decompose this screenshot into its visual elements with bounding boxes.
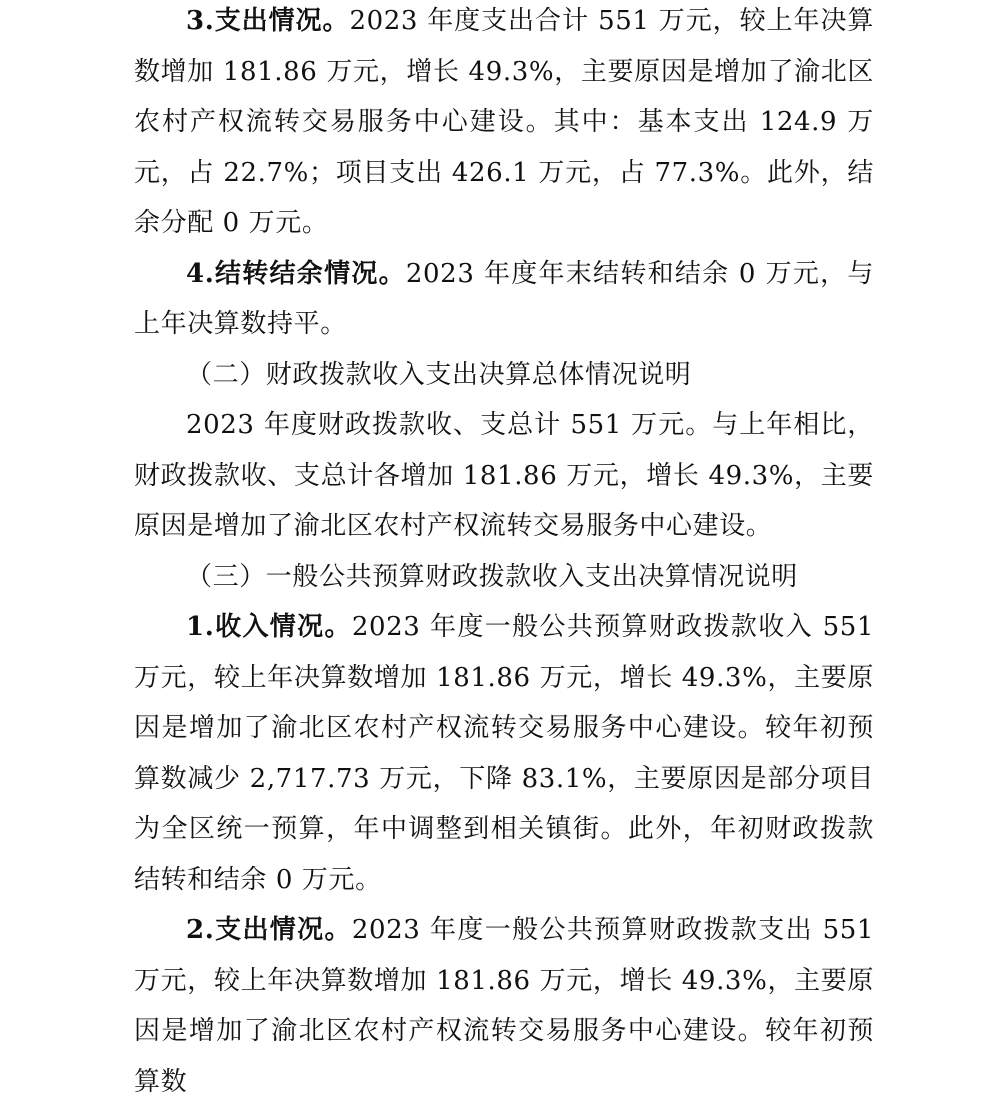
paragraph-expenditure: [134, 0, 874, 249]
paragraph-lead: 1.收入情况。: [186, 612, 352, 642]
paragraph-text: 2023 年度一般公共预算财政拨款收入 551 万元，较上年决算数增加 181.86 万元，增长 49.3%，主要原因是增加了渝北区农村产权流转交易服务中心建设。较年初预算数减少 2,717.73 万元，下降 83.1%，主要原因是部分项目为全区统一预算，年中调整到相关镇街。此外，年初财政拨款结转和结余 0 万元。: [134, 612, 875, 895]
paragraph-text: 2023 年度一般公共预算财政拨款支出 551 万元，较上年决算数增加 181.86 万元，增长 49.3%，主要原因是增加了渝北区农村产权流转交易服务中心建设。较年初预算数: [134, 915, 875, 1097]
paragraph-text: 2023 年度年末结转和结余 0 万元，与上年决算数持平。: [134, 258, 875, 339]
section-heading-fiscal-overall: （二）财政拨款收入支出决算总体情况说明: [186, 359, 692, 390]
paragraph-lead: 2.支出情况。: [186, 915, 352, 945]
paragraph-lead: 4.结转结余情况。: [186, 258, 406, 289]
paragraph-lead: 3.支出情况。: [186, 6, 350, 36]
section-heading-general-budget: （三）一般公共预算财政拨款收入支出决算情况说明: [186, 561, 798, 592]
document-page: [134, 0, 874, 1107]
paragraph-income: [134, 602, 874, 905]
paragraph-fiscal-overall: [134, 400, 874, 552]
paragraph-general-expenditure: [134, 905, 874, 1107]
paragraph-carryover: [134, 249, 874, 350]
paragraph-text: 2023 年度财政拨款收、支总计 551 万元。与上年相比，财政拨款收、支总计各增加 181.86 万元，增长 49.3%，主要原因是增加了渝北区农村产权流转交易服务中心建设。: [134, 410, 874, 541]
paragraph-text: 2023 年度支出合计 551 万元，较上年决算数增加 181.86 万元，增长 49.3%，主要原因是增加了渝北区农村产权流转交易服务中心建设。其中：基本支出 124.9 万元，占 22.7%；项目支出 426.1 万元，占 77.3%。此外，结余分配 0 万元。: [134, 6, 874, 238]
